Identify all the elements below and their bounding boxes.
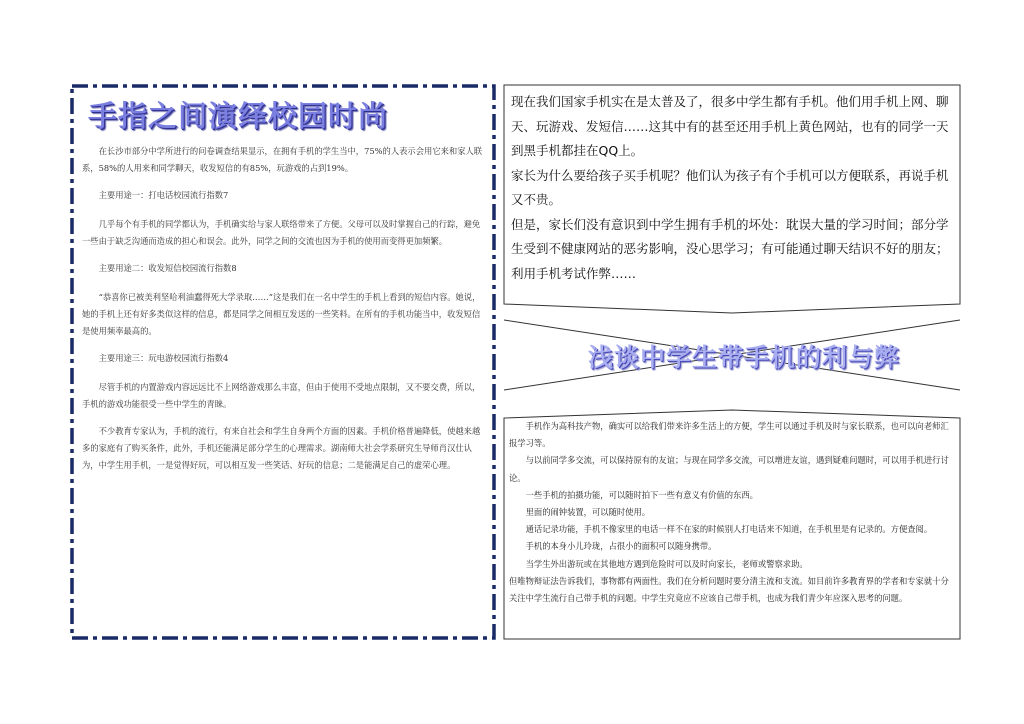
right-top-paragraph-2: 家长为什么要给孩子买手机呢？他们认为孩子有个手机可以方便联系，再说手机又不贵。 bbox=[511, 167, 949, 207]
left-paragraph-3: “恭喜你已被美利坚哈利油蠢得死大学录取……”这是我们在一名中学生的手机上看到的短信内容。她说，她的手机上还有好多类似这样的信息，都是同学之间相互发送的一些笑料。在所有的手机功能当中，收发短信是使用频率最高的。 bbox=[82, 292, 481, 336]
left-paragraph-5: 不少教育专家认为，手机的流行，有来自社会和学生自身两个方面的因素。手机价格普遍降低，使越来越多的家庭有了购买条件，此外，手机还能满足部分学生的心理需求。湖南师大社会学系研究生导师肖汉仕认为，中学生用手机，一是觉得好玩，可以相互发一些笑话、好玩的信息；二是能满足自己的虚荣心理。 bbox=[82, 426, 481, 470]
right-bottom-paragraph-4: 里面的闹钟装置，可以随时使用。 bbox=[525, 507, 651, 518]
right-bottom-paragraph-7: 当学生外出游玩或在其他地方遇到危险时可以及时向家长，老师或警察求助。 bbox=[525, 558, 808, 569]
right-top-paragraph-1: 现在我们国家手机实在是太普及了，很多中学生都有手机。他们用手机上网、聊天、玩游戏、发短信……这其中有的甚至还用手机上黄色网站，也有的同学一天到黑手机都挂在QQ上。 bbox=[511, 94, 949, 158]
right-bottom-paragraph-6: 手机的本身小儿玲珑，占很小的面积可以随身携带。 bbox=[525, 541, 717, 552]
usage-heading-3: 主要用途三：玩电游校园流行指数4 bbox=[98, 353, 229, 363]
left-article-panel bbox=[70, 84, 496, 640]
left-paragraph-1: 在长沙市部分中学所进行的问卷调查结果显示，在拥有手机的学生当中，75%的人表示会用它来和家人联系，58%的人用来和同学聊天，收发短信的有85%，玩游戏的占到19%。 bbox=[82, 146, 483, 173]
right-bottom-paragraph-5: 通话记录功能，手机不像家里的电话一样不在家的时候别人打电话来不知道，在手机里是有记录的。方便查阅。 bbox=[525, 524, 933, 535]
right-top-frame bbox=[503, 84, 961, 314]
left-paragraph-2: 几乎每个有手机的同学都认为，手机确实给与家人联络带来了方便。父母可以及时掌握自己的行踪，避免一些由于缺乏沟通而造成的担心和误会。此外，同学之间的交流也因为手机的使用而变得更加频繁。 bbox=[82, 219, 481, 246]
left-article-title: 手指之间演绎校园时尚 bbox=[88, 99, 389, 133]
left-paragraph-4: 尽管手机的内置游戏内容远远比不上网络游戏那么丰富，但由于使用不受地点限制，又不要交费，所以，手机的游戏功能很受一些中学生的青睐。 bbox=[82, 382, 481, 409]
usage-heading-1: 主要用途一：打电话校园流行指数7 bbox=[98, 190, 229, 200]
right-bottom-frame bbox=[503, 370, 961, 640]
right-bottom-paragraph-2: 与以前同学多交流，可以保持原有的友谊；与现在同学多交流，可以增进友谊，遇到疑难问题时，可以用手机进行讨论。 bbox=[509, 455, 949, 483]
right-bottom-paragraph-8: 但唯物辩证法告诉我们，事物都有两面性。我们在分析问题时要分清主流和支流。如目前许多教育界的学者和专家就十分关注中学生流行自己带手机的问题。中学生究竟应不应该自己带手机，也成为我们青少年应深入思考的问题。 bbox=[509, 575, 949, 604]
right-bottom-paragraph-3: 一些手机的拍摄功能，可以随时拍下一些有意义有价值的东西。 bbox=[525, 489, 758, 500]
right-bottom-paragraph-1: 手机作为高科技产物，确实可以给我们带来许多生活上的方便，学生可以通过手机及时与家长联系，也可以向老师汇报学习等。 bbox=[509, 421, 949, 449]
usage-heading-2: 主要用途二：收发短信校园流行指数8 bbox=[98, 263, 237, 273]
right-section-title: 浅谈中学生带手机的利与弊 bbox=[588, 343, 901, 372]
right-top-paragraph-3: 但是，家长们没有意识到中学生拥有手机的坏处：耽误大量的学习时间；部分学生受到不健康网站的恶劣影响，没心思学习；有可能通过聊天结识不好的朋友；利用手机考试作弊…… bbox=[511, 216, 949, 281]
right-bottom-text bbox=[509, 418, 955, 607]
right-top-text bbox=[511, 90, 957, 286]
